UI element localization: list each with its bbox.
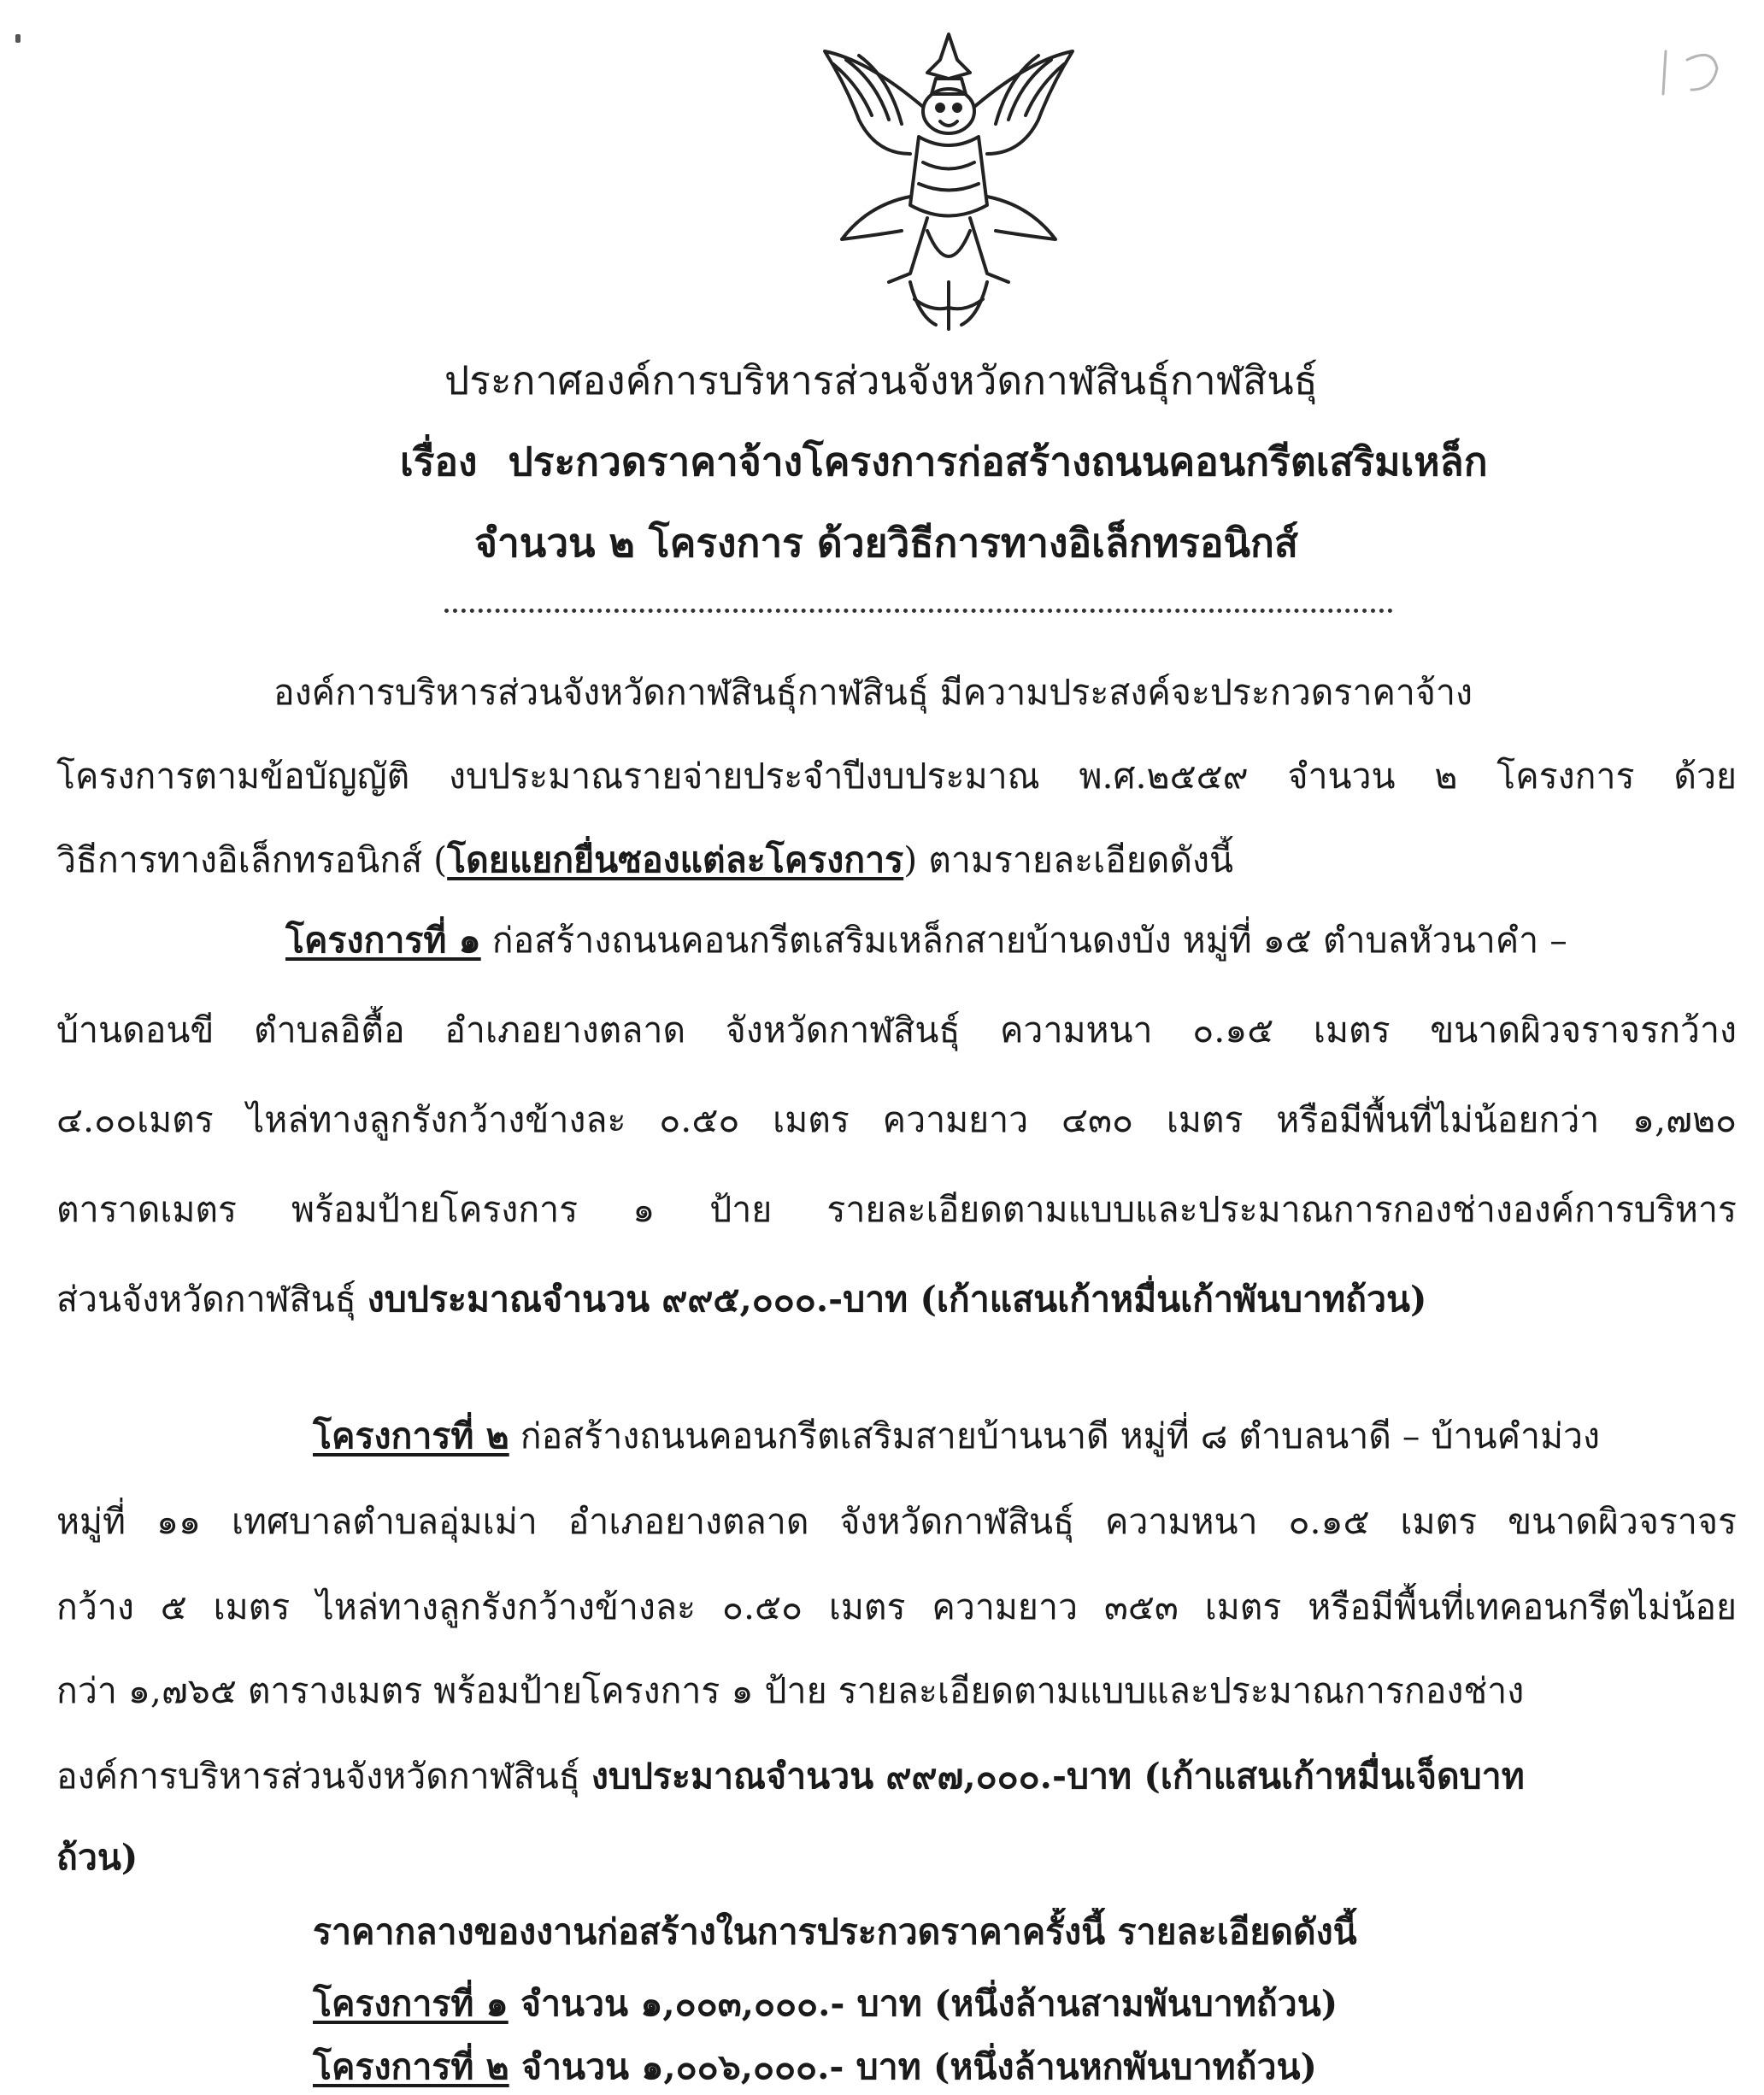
project2-line-3: กว้าง ๕ เมตร ไหล่ทางลูกรังกว้างข้างละ ๐.๕๐ เมตร ความยาว ๓๕๓ เมตร หรือมีพื้นที่เทคอนกรีตไม่น้อย <box>56 1586 1737 1627</box>
project2-line-1-text: ก่อสร้างถนนคอนกรีตเสริมสายบ้านนาดี หมู่ที่ ๘ ตำบลนาดี – บ้านคำม่วง <box>509 1415 1601 1456</box>
announcement-title: ประกาศองค์การบริหารส่วนจังหวัดกาฬสินธุ์กาฬสินธุ์ <box>444 357 1318 403</box>
separate-envelope-note: โดยแยกยื่นซองแต่ละโครงการ <box>447 839 904 880</box>
handwritten-page-mark-icon <box>1653 43 1730 103</box>
project1-line-4: ตาราดเมตร พร้อมป้ายโครงการ ๑ ป้าย รายละเอียดตามแบบและประมาณการกองช่างองค์การบริหาร <box>56 1189 1737 1230</box>
median-price-item <box>56 2043 1737 2091</box>
project2-line-5-text: องค์การบริหารส่วนจังหวัดกาฬสินธุ์ <box>56 1756 591 1797</box>
subject-label: เรื่อง <box>400 438 478 485</box>
intro-line-3 <box>56 836 1737 884</box>
project1-line-1-text: ก่อสร้างถนนคอนกรีตเสริมเหล็กสายบ้านดงบัง หมู่ที่ ๑๕ ตำบลหัวนาคำ – <box>480 920 1567 961</box>
announcement-subject <box>400 436 1488 487</box>
median-price-item <box>56 1980 1737 2027</box>
median-price-project2-text: จำนวน ๑,๐๐๖,๐๐๐.- บาท (หนึ่งล้านหกพันบาทถ้วน) <box>509 2046 1317 2087</box>
scan-speck <box>15 34 21 43</box>
project2-line-4: กว่า ๑,๗๖๕ ตารางเมตร พร้อมป้ายโครงการ ๑ ป้าย รายละเอียดตามแบบและประมาณการกองช่าง <box>56 1670 1525 1711</box>
median-price-project1-text: จำนวน ๑,๐๐๓,๐๐๐.- บาท (หนึ่งล้านสามพันบาทถ้วน) <box>508 1983 1338 2024</box>
median-price-heading: ราคากลางของงานก่อสร้างในการประกวดราคาครั้งนี้ รายละเอียดดังนี้ <box>313 1911 1357 1952</box>
subject-text: ประกวดราคาจ้างโครงการก่อสร้างถนนคอนกรีตเสริมเหล็ก <box>508 438 1488 485</box>
project2-budget: งบประมาณจำนวน ๙๙๗,๐๐๐.-บาท (เก้าแสนเก้าหมื่นเจ็ดบาท <box>591 1756 1525 1797</box>
project1-line-2: บ้านดอนขี ตำบลอิตื้อ อำเภอยางตลาด จังหวัดกาฬสินธุ์ ความหนา ๐.๑๕ เมตร ขนาดผิวจราจรกว้าง <box>56 1009 1737 1050</box>
project2-line-1 <box>56 1412 1737 1460</box>
project1-budget: งบประมาณจำนวน ๙๙๕,๐๐๐.-บาท (เก้าแสนเก้าหมื่นเก้าพันบาทถ้วน) <box>367 1279 1427 1320</box>
intro-line-3-end: ) ตามรายละเอียดดังนี้ <box>903 839 1234 880</box>
project1-line-3: ๔.๐๐เมตร ไหล่ทางลูกรังกว้างข้างละ ๐.๕๐ เมตร ความยาว ๔๓๐ เมตร หรือมีพื้นที่ไม่น้อยกว่า ๑,๗๒๐ <box>56 1099 1737 1140</box>
project2-line-6: ถ้วน) <box>56 1837 138 1878</box>
median-price-project2-label: โครงการที่ ๒ <box>313 2046 509 2087</box>
intro-line-3-start: วิธีการทางอิเล็กทรอนิกส์ ( <box>56 839 448 880</box>
project1-label: โครงการที่ ๑ <box>285 920 481 961</box>
project1-line-5-text: ส่วนจังหวัดกาฬสินธุ์ <box>56 1279 368 1320</box>
intro-line-2: โครงการตามข้อบัญญัติ งบประมาณรายจ่ายประจำปีงบประมาณ พ.ศ.๒๕๕๙ จำนวน ๒ โครงการ ด้วย <box>56 756 1737 797</box>
project1-line-5 <box>56 1275 1737 1323</box>
project1-line-1 <box>56 916 1737 964</box>
announcement-subtitle: จำนวน ๒ โครงการ ด้วยวิธีการทางอิเล็กทรอนิกส์ <box>474 520 1298 566</box>
project2-line-2: หมู่ที่ ๑๑ เทศบาลตำบลอุ่มเม่า อำเภอยางตลาด จังหวัดกาฬสินธุ์ ความหนา ๐.๑๕ เมตร ขนาดผิวจราจร <box>56 1501 1737 1542</box>
project2-label: โครงการที่ ๒ <box>313 1415 509 1456</box>
garuda-emblem-icon <box>808 26 1090 342</box>
intro-line-1: องค์การบริหารส่วนจังหวัดกาฬสินธุ์กาฬสินธุ์ มีความประสงค์จะประกวดราคาจ้าง <box>273 672 1473 713</box>
median-price-project1-label: โครงการที่ ๑ <box>313 1983 509 2024</box>
dotted-divider <box>444 609 1393 613</box>
project2-line-5 <box>56 1752 1737 1800</box>
